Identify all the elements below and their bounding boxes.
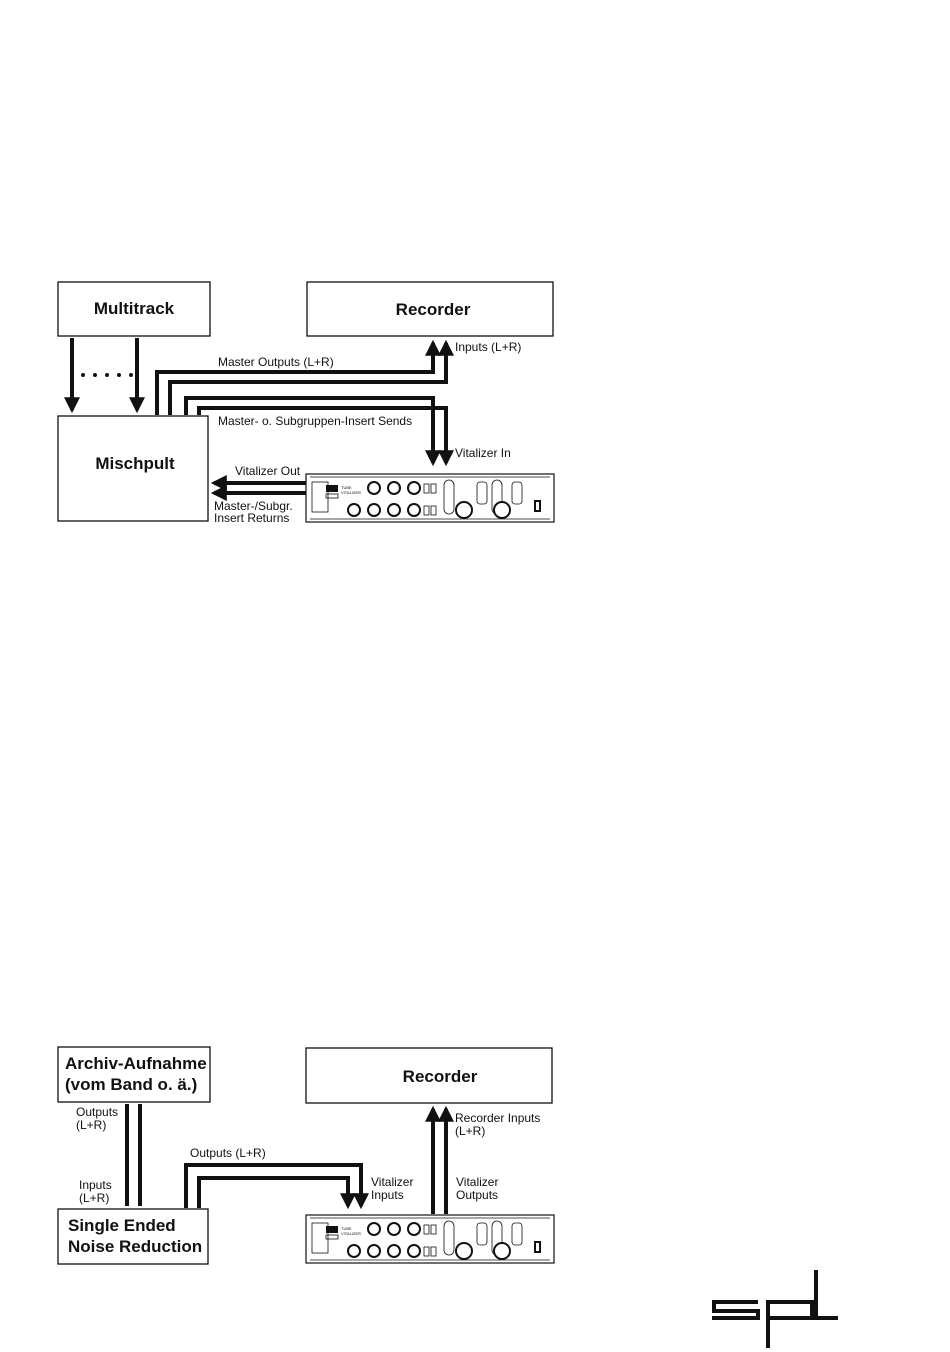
diagram-1: [58, 282, 554, 525]
vitalizer-out-label: Vitalizer Out: [235, 464, 301, 478]
vitalizer-outputs-label-1: Vitalizer: [456, 1175, 499, 1189]
single-ended-title-2: Noise Reduction: [68, 1237, 203, 1256]
mischpult-title: Mischpult: [95, 454, 175, 473]
archiv-title-2: (vom Band o. ä.): [65, 1075, 198, 1094]
vitalizer-inputs-label-2: Inputs: [371, 1188, 404, 1202]
ser-output-wire-l: [186, 1165, 361, 1208]
diagram-2: [58, 1047, 554, 1264]
archiv-outputs-label-1: Outputs: [76, 1105, 119, 1119]
outputs-lr-label: Outputs (L+R): [190, 1146, 266, 1160]
diagram-canvas: TUBE VITALIZER Multitrack Recorder Mischpult Master Outputs (L+R) Inputs (L+R) Master- o. Subgruppen-Insert Sends Vitalizer In Vitalizer Out Master-/Subgr. Insert Returns Archiv-Aufnahme (vom Band o. ä.) Recorder Single Ended Noise Reduction Outputs (L+R) Inputs (L+R) Outputs (L+R) Vitalizer Inputs Vitalizer Outputs Recorder Inputs (L+R) spl: [0, 0, 950, 1352]
recorder-inputs-label: Inputs (L+R): [455, 340, 522, 354]
recorder-inputs-label-2b: (L+R): [455, 1124, 486, 1138]
vitalizer-device-1: [306, 474, 554, 522]
master-outputs-label: Master Outputs (L+R): [218, 355, 334, 369]
insert-returns-label-1: Master-/Subgr.: [214, 499, 293, 513]
ser-output-wire-r: [199, 1178, 348, 1208]
vitalizer-in-label: Vitalizer In: [455, 446, 511, 460]
single-ended-title-1: Single Ended: [68, 1216, 176, 1235]
recorder-title-2: Recorder: [402, 1067, 478, 1086]
archiv-title-1: Archiv-Aufnahme: [65, 1054, 207, 1073]
vitalizer-inputs-label-1: Vitalizer: [371, 1175, 414, 1189]
recorder-title: Recorder: [395, 300, 471, 319]
master-output-wire-l: [157, 343, 433, 415]
insert-returns-label-2: Insert Returns: [214, 511, 290, 525]
multitrack-dots: [81, 373, 133, 377]
multitrack-title: Multitrack: [93, 299, 175, 318]
ser-inputs-label-1: Inputs: [79, 1178, 112, 1192]
vitalizer-device-2: [306, 1215, 554, 1263]
ser-inputs-label-2: (L+R): [79, 1191, 110, 1205]
insert-sends-label: Master- o. Subgruppen-Insert Sends: [218, 414, 413, 428]
vitalizer-outputs-label-2: Outputs: [456, 1188, 499, 1202]
master-output-wire-r: [170, 343, 446, 415]
recorder-inputs-label-2a: Recorder Inputs: [455, 1111, 541, 1125]
spl-logo: [712, 1270, 838, 1348]
archiv-outputs-label-2: (L+R): [76, 1118, 107, 1132]
